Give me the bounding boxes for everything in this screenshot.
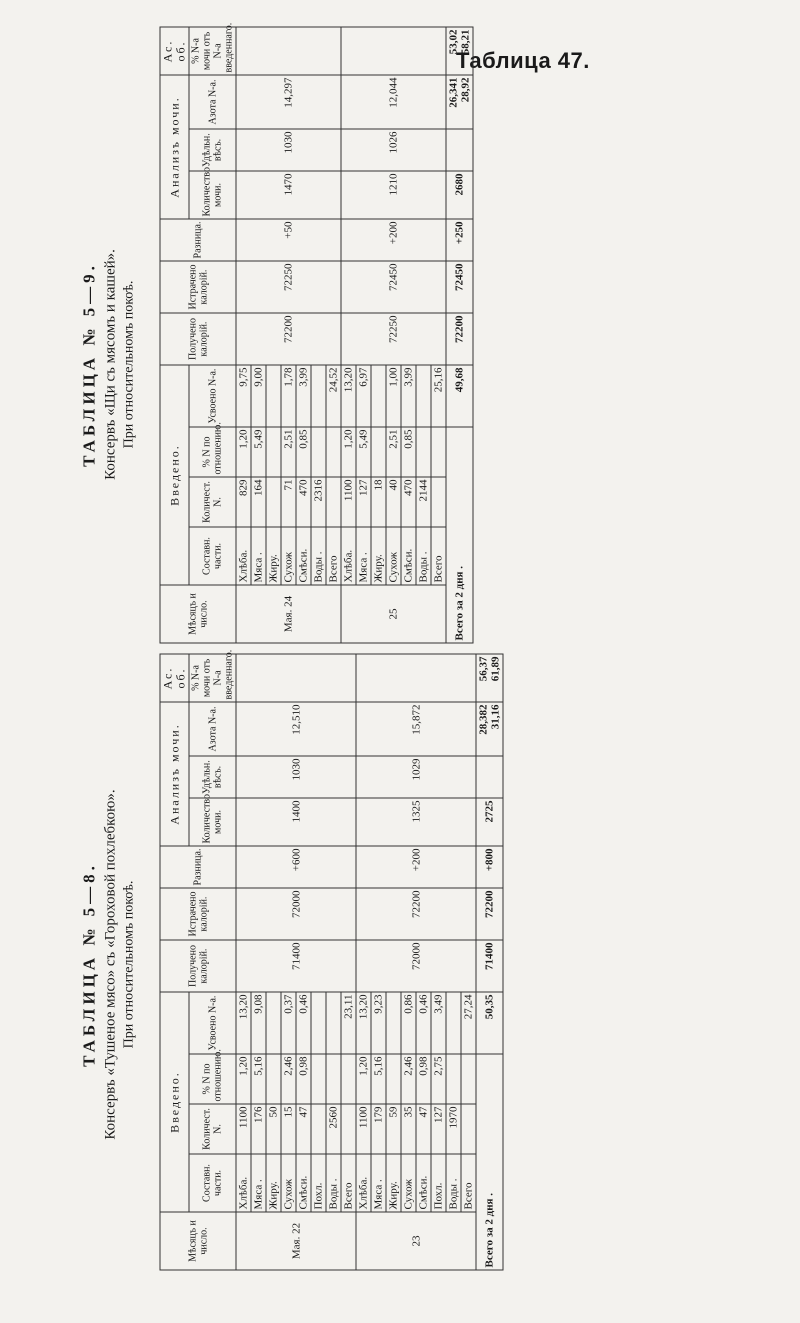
cell-pct: 2,75 (431, 1054, 446, 1104)
cell-pct: 0,85 (296, 427, 311, 477)
cell-date: Мая. 22 (236, 1212, 356, 1270)
cell-part: Всего (431, 527, 446, 585)
cell-part: Смѣси. (401, 527, 416, 585)
cell-intake-n (431, 477, 446, 527)
cell-part: Хлѣба. (341, 527, 356, 585)
cell-part: Смѣси. (296, 527, 311, 585)
col-urine: Количество мочи. (189, 798, 236, 846)
data-table (159, 22, 473, 643)
cell-part: Мяса . (371, 1154, 386, 1212)
cell-part: Похл. (311, 1154, 326, 1212)
cell-intake-n: 18 (371, 477, 386, 527)
cell-pct (431, 427, 446, 477)
cell-part: Всего (341, 1154, 356, 1212)
cell-intake-n: 1970 (446, 1104, 461, 1154)
cell-part: Хлѣба. (236, 527, 251, 585)
total-pct-urine: 53,02 58,21 (446, 26, 473, 74)
total-row (476, 653, 503, 1269)
cell-density: 1030 (236, 129, 341, 171)
cell-part: Смѣси. (416, 1154, 431, 1212)
table-row (236, 653, 251, 1269)
total-urine: 2680 (446, 171, 473, 219)
cell-intake-n: 127 (431, 1104, 446, 1154)
col-date: Мѣсяцъ и число. (160, 1212, 236, 1270)
cell-pct (371, 427, 386, 477)
cell-absorbed: 24,52 (326, 365, 341, 427)
cell-intake-n (326, 477, 341, 527)
cell-urine-n: 15,872 (356, 701, 476, 755)
col-received: Получено калорій. (160, 313, 236, 365)
cell-urine-n: 14,297 (236, 74, 341, 128)
cell-intake-n: 470 (401, 477, 416, 527)
cell-pct: 0,98 (296, 1054, 311, 1104)
cell-absorbed (416, 365, 431, 427)
cell-pct (311, 1054, 326, 1104)
cell-part: Жиру. (371, 527, 386, 585)
cell-absorbed: 1,78 (281, 365, 296, 427)
cell-pct: 2,46 (281, 1054, 296, 1104)
cell-intake-n: 71 (281, 477, 296, 527)
cell-absorbed: 13,20 (341, 365, 356, 427)
col-absorbed: Усвоено N-а. (189, 365, 236, 427)
table-header (75, 85, 157, 643)
total-pct-urine: 56,37 61,89 (476, 653, 503, 701)
cell-pct: 1,20 (341, 427, 356, 477)
cell-absorbed: 0,37 (281, 992, 296, 1054)
total-absorbed: 49,68 (446, 365, 473, 427)
cell-density: 1029 (356, 756, 476, 798)
cell-pct: 1,20 (356, 1054, 371, 1104)
page-title: Таблица 47. (456, 48, 590, 73)
col-part: Составн. части. (189, 527, 236, 585)
cell-density: 1026 (341, 129, 446, 171)
cell-received: 72000 (356, 940, 476, 992)
cell-part: Сухож (281, 1154, 296, 1212)
col-diff: Разница. (160, 846, 236, 888)
col-pct: % N по отношению. (189, 427, 236, 477)
cell-absorbed: 9,23 (371, 992, 386, 1054)
table-name: ТАБЛИЦА № 5—9. (79, 261, 98, 467)
col-intake-n: Количест. N. (189, 477, 236, 527)
cell-part: Воды . (416, 527, 431, 585)
cell-absorbed (371, 365, 386, 427)
cell-pct: 5,49 (356, 427, 371, 477)
total-density (446, 129, 473, 171)
cell-part: Воды . (326, 1154, 341, 1212)
cell-part: Всего (461, 1154, 476, 1212)
cell-pct (416, 427, 431, 477)
group-food: Введено. (160, 365, 189, 585)
cell-intake-n: 47 (296, 1104, 311, 1154)
cell-date: 25 (341, 585, 446, 643)
cell-pct: 1,20 (236, 427, 251, 477)
cell-intake-n: 47 (416, 1104, 431, 1154)
table-panel-5-8 (75, 649, 788, 1270)
col-urine-n: Азота N-а. (189, 74, 236, 128)
cell-absorbed: 3,49 (431, 992, 446, 1054)
col-spent: Истрачено калорій. (160, 888, 236, 940)
cell-intake-n: 1100 (236, 1104, 251, 1154)
cell-absorbed (446, 992, 461, 1054)
cell-part: Сухож (386, 527, 401, 585)
cell-part: Мяса . (356, 527, 371, 585)
col-spent: Истрачено калорій. (160, 261, 236, 313)
cell-absorbed: 9,08 (251, 992, 266, 1054)
cell-pct: 5,16 (371, 1054, 386, 1104)
table-header (75, 658, 157, 1270)
col-pct-urine: % N-а мочи отъ N-а введеннаго. (189, 653, 236, 701)
cell-absorbed (266, 992, 281, 1054)
table-subtitle: Консервъ «Щи съ мясомъ и кашей». (102, 248, 118, 480)
col-urine-n: Азота N-а. (189, 701, 236, 755)
cell-intake-n: 127 (356, 477, 371, 527)
cell-diff: +600 (236, 846, 356, 888)
cell-intake-n: 35 (401, 1104, 416, 1154)
cell-intake-n: 50 (266, 1104, 281, 1154)
cell-urine: 1210 (341, 171, 446, 219)
cell-absorbed: 0,86 (401, 992, 416, 1054)
cell-diff: +200 (356, 846, 476, 888)
cell-intake-n: 1100 (341, 477, 356, 527)
cell-intake-n: 15 (281, 1104, 296, 1154)
cell-diff: +50 (236, 219, 341, 261)
cell-pct (461, 1054, 476, 1104)
total-absorbed: 50,35 (476, 992, 503, 1054)
cell-absorbed (326, 992, 341, 1054)
cell-intake-n: 1100 (356, 1104, 371, 1154)
cell-pct: 2,51 (281, 427, 296, 477)
total-label: Всего за 2 дня . (446, 427, 473, 643)
group-analysis: Анализъ мочи. (160, 74, 189, 218)
cell-urine-n: 12,510 (236, 701, 356, 755)
cell-pct-urine (236, 26, 341, 74)
total-urine: 2725 (476, 798, 503, 846)
total-spent: 72450 (446, 261, 473, 313)
cell-pct: 0,85 (401, 427, 416, 477)
cell-absorbed: 23,11 (341, 992, 356, 1054)
cell-pct: 2,51 (386, 427, 401, 477)
cell-absorbed (311, 992, 326, 1054)
total-row (446, 26, 473, 642)
cell-pct-urine (341, 26, 446, 74)
cell-part: Воды . (311, 527, 326, 585)
cell-absorbed: 9,00 (251, 365, 266, 427)
col-pct: % N по отношению. (189, 1054, 236, 1104)
cell-intake-n: 40 (386, 477, 401, 527)
cell-pct (311, 427, 326, 477)
cell-absorbed: 13,20 (236, 992, 251, 1054)
cell-urine: 1470 (236, 171, 341, 219)
cell-received: 71400 (236, 940, 356, 992)
cell-intake-n: 179 (371, 1104, 386, 1154)
cell-received: 72250 (341, 313, 446, 365)
table-note: При относительномъ покоѣ. (121, 280, 136, 448)
cell-pct: 2,46 (401, 1054, 416, 1104)
cell-pct (266, 427, 281, 477)
cell-intake-n (311, 1104, 326, 1154)
cell-part: Похл. (431, 1154, 446, 1212)
cell-part: Мяса . (251, 1154, 266, 1212)
cell-part: Мяса . (251, 527, 266, 585)
cell-part: Хлѣба. (236, 1154, 251, 1212)
cell-received: 72200 (236, 313, 341, 365)
table-row (341, 26, 356, 642)
cell-intake-n: 2560 (326, 1104, 341, 1154)
cell-intake-n (341, 1104, 356, 1154)
table-subtitle: Консервъ «Тушеное мясо» съ «Гороховой похлебкою». (102, 788, 118, 1140)
col-diff: Разница. (160, 219, 236, 261)
cell-intake-n: 176 (251, 1104, 266, 1154)
cell-spent: 72000 (236, 888, 356, 940)
cell-intake-n: 470 (296, 477, 311, 527)
cell-part: Сухож (401, 1154, 416, 1212)
cell-absorbed: 0,46 (296, 992, 311, 1054)
col-urine: Количество мочи. (189, 171, 236, 219)
cell-spent: 72200 (356, 888, 476, 940)
cell-urine-n: 12,044 (341, 74, 446, 128)
cell-spent: 72450 (341, 261, 446, 313)
cell-intake-n (266, 477, 281, 527)
cell-density: 1030 (236, 756, 356, 798)
cell-pct (326, 427, 341, 477)
cell-date: 23 (356, 1212, 476, 1270)
cell-absorbed: 1,00 (386, 365, 401, 427)
cell-intake-n: 829 (236, 477, 251, 527)
col-pct-urine: % N-а мочи отъ N-а введеннаго. (189, 26, 236, 74)
total-diff: +800 (476, 846, 503, 888)
col-received: Получено калорій. (160, 940, 236, 992)
cell-absorbed: 3,99 (401, 365, 416, 427)
rotated-table-5-8 (75, 649, 788, 1270)
cell-absorbed (311, 365, 326, 427)
cell-pct: 5,49 (251, 427, 266, 477)
col-density: Удѣльн. вѣсъ. (189, 129, 236, 171)
total-diff: +250 (446, 219, 473, 261)
cell-pct-urine (356, 653, 476, 701)
col-density: Удѣльн. вѣсъ. (189, 756, 236, 798)
total-urine-n: 26,341 28,92 (446, 74, 473, 128)
total-label: Всего за 2 дня . (476, 1054, 503, 1270)
col-date: Мѣсяцъ и число. (160, 585, 236, 643)
cell-intake-n: 164 (251, 477, 266, 527)
cell-part: Сухож (281, 527, 296, 585)
cell-absorbed: 25,16 (431, 365, 446, 427)
cell-part: Смѣси. (296, 1154, 311, 1212)
total-received: 71400 (476, 940, 503, 992)
table-note: При относительномъ покоѣ. (121, 880, 136, 1048)
cell-absorbed: 9,75 (236, 365, 251, 427)
group-ac: Ас. об. (160, 653, 189, 701)
cell-absorbed: 13,20 (356, 992, 371, 1054)
cell-pct (266, 1054, 281, 1104)
cell-urine: 1325 (356, 798, 476, 846)
cell-absorbed (266, 365, 281, 427)
total-spent: 72200 (476, 888, 503, 940)
cell-pct: 1,20 (236, 1054, 251, 1104)
col-intake-n: Количест. N. (189, 1104, 236, 1154)
cell-part: Жиру. (266, 527, 281, 585)
cell-intake-n: 2316 (311, 477, 326, 527)
cell-intake-n: 2144 (416, 477, 431, 527)
group-food: Введено. (160, 992, 189, 1212)
total-urine-n: 28,382 31,16 (476, 701, 503, 755)
cell-absorbed (386, 992, 401, 1054)
col-part: Составн. части. (189, 1154, 236, 1212)
cell-pct (386, 1054, 401, 1104)
group-ac: Ас. об. (160, 26, 189, 74)
cell-pct-urine (236, 653, 356, 701)
cell-absorbed: 0,46 (416, 992, 431, 1054)
cell-pct (446, 1054, 461, 1104)
cell-diff: +200 (341, 219, 446, 261)
data-table (159, 649, 503, 1270)
table-name: ТАБЛИЦА № 5—8. (79, 861, 98, 1067)
cell-pct: 5,16 (251, 1054, 266, 1104)
cell-part: Жиру. (386, 1154, 401, 1212)
total-received: 72200 (446, 313, 473, 365)
cell-intake-n (461, 1104, 476, 1154)
cell-part: Хлѣба. (356, 1154, 371, 1212)
col-absorbed: Усвоено N-а. (189, 992, 236, 1054)
cell-pct (341, 1054, 356, 1104)
cell-absorbed: 3,99 (296, 365, 311, 427)
cell-pct: 0,98 (416, 1054, 431, 1104)
total-density (476, 756, 503, 798)
cell-absorbed: 6,97 (356, 365, 371, 427)
cell-urine: 1400 (236, 798, 356, 846)
cell-part: Всего (326, 527, 341, 585)
cell-absorbed: 27,24 (461, 992, 476, 1054)
table-row (236, 26, 251, 642)
cell-part: Жиру. (266, 1154, 281, 1212)
table-row (356, 653, 371, 1269)
cell-pct (326, 1054, 341, 1104)
cell-intake-n: 59 (386, 1104, 401, 1154)
cell-date: Мая. 24 (236, 585, 341, 643)
group-analysis: Анализъ мочи. (160, 701, 189, 845)
cell-part: Воды . (446, 1154, 461, 1212)
cell-spent: 72250 (236, 261, 341, 313)
